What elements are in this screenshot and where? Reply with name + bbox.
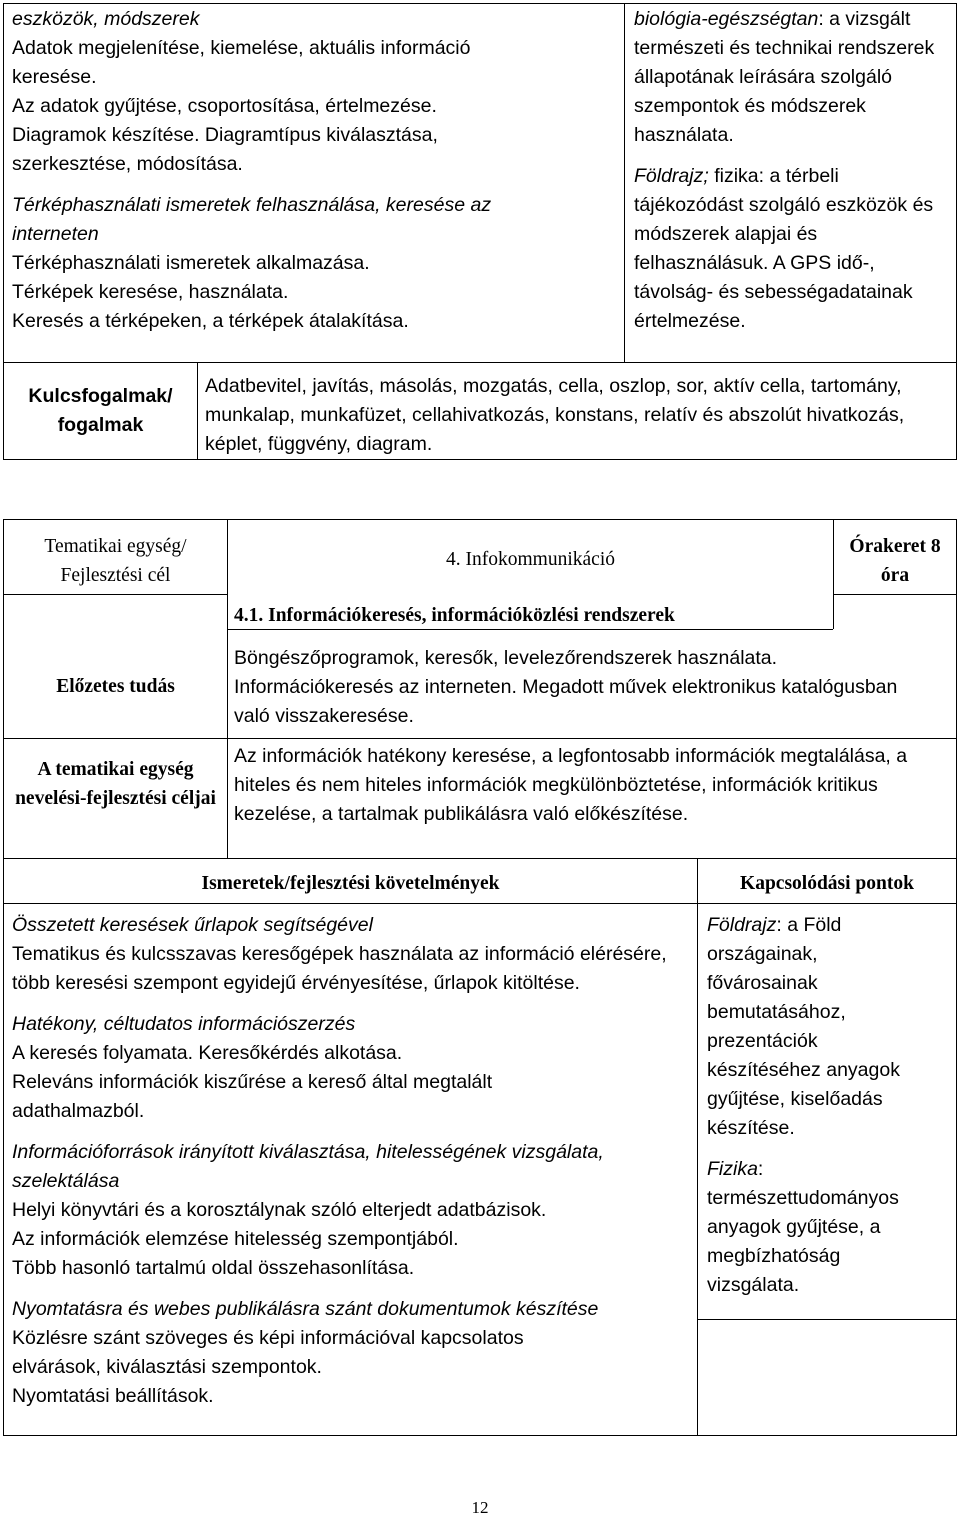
- table-1-border: [3, 3, 956, 4]
- connection-biology: biológia-egészségtan: a vizsgált természeti és technikai rendszerek állapotának leírására szolgáló szempontok és módszerek használata.: [634, 8, 935, 146]
- requirement-line: Nyomtatási beállítások.: [12, 1385, 214, 1407]
- requirement-line: Helyi könyvtári és a korosztálynak szóló elterjedt adatbázisok.: [12, 1199, 547, 1221]
- map-line: Keresés a térképeken, a térképek átalakítása.: [12, 310, 409, 332]
- map-line: Térképhasználati ismeretek alkalmazása.: [12, 252, 370, 274]
- table-2-border: [3, 519, 956, 520]
- table-2-border: [3, 594, 227, 595]
- table-2-border: [833, 594, 956, 595]
- prior-knowledge-text: Böngészőprogramok, keresők, levelezőrendszerek használata. Információkeresés az interneten. Megadott művek elektronikus katalógusban való visszakeresése.: [234, 647, 898, 727]
- table-2-border: [697, 1319, 956, 1320]
- page-number: 12: [471, 1498, 489, 1517]
- requirement-heading: Hatékony, céltudatos információszerzés: [12, 1013, 356, 1035]
- map-line: Térképek keresése, használata.: [12, 281, 289, 303]
- connections-header: Kapcsolódási pontok: [740, 873, 914, 894]
- subject-geography: Földrajz;: [634, 165, 715, 187]
- table-2-border: [3, 1435, 956, 1436]
- requirement-line: Több hasonló tartalmú oldal összehasonlítása.: [12, 1257, 415, 1279]
- connection-physics: Fizika: természettudományos anyagok gyűjtése, a megbízhatóság vizsgálata.: [707, 1158, 899, 1296]
- requirement-line: Tematikus és kulcsszavas keresőgépek használata az információ elérésére, több keresési szempont egyidejű érvényesítése, űrlapok kitöltése.: [12, 943, 667, 994]
- table-2-border: [3, 738, 956, 739]
- goals-text: Az információk hatékony keresése, a legfontosabb információk megtalálása, a hiteles és nem hiteles információk megkülönböztetése, információk kritikus kezelése, a tartalmak publikálásra való előkészítése.: [234, 745, 908, 825]
- table-1-border: [3, 362, 956, 363]
- table-1-border: [3, 459, 956, 460]
- subject-biology: biológia-egészségtan: [634, 8, 819, 30]
- requirements-cell: [12, 911, 692, 1411]
- table-1-border: [197, 362, 198, 460]
- requirement-line: A keresés folyamata. Keresőkérdés alkotása.: [12, 1042, 403, 1064]
- key-concepts-text: Adatbevitel, javítás, másolás, mozgatás, cella, oszlop, sor, aktív cella, tartomány, munkalap, munkafüzet, cellahivatkozás, konstans, relatív és abszolút hivatkozás, képlet, függvény, diagram.: [205, 375, 905, 455]
- tools-line: Az adatok gyűjtése, csoportosítása, értelmezése.: [12, 95, 437, 117]
- tools-line: Adatok megjelenítése, kiemelése, aktuális információ keresése.: [12, 37, 471, 88]
- tools-methods-cell: [12, 5, 620, 336]
- unit-subtitle: 4.1. Információkeresés, információközlési rendszerek: [234, 605, 675, 626]
- unit-title: 4. Infokommunikáció: [446, 549, 615, 570]
- requirement-line: Releváns információk kiszűrése a kereső által megtalált adathalmazból.: [12, 1071, 493, 1122]
- prior-knowledge-label: Előzetes tudás: [56, 676, 175, 697]
- table-2-border: [697, 858, 698, 1436]
- requirement-heading: Információforrások irányított kiválasztása, hitelességének vizsgálata, szelektálása: [12, 1141, 604, 1192]
- tools-heading: eszközök, módszerek: [12, 8, 200, 30]
- map-heading: Térképhasználati ismeretek felhasználása, keresése az interneten: [12, 194, 492, 245]
- table-1-border: [624, 3, 625, 362]
- table-1-border: [956, 3, 957, 460]
- requirement-heading: Összetett keresések űrlapok segítségével: [12, 914, 373, 936]
- requirement-line: Közlésre szánt szöveges és képi információval kapcsolatos elvárások, kiválasztási szempontok.: [12, 1327, 524, 1378]
- table-2-border: [3, 858, 956, 859]
- connection-geography-physics: Földrajz; fizika: a térbeli tájékozódást szolgáló eszközök és módszerek alapjai és felhasználásuk. A GPS idő-, távolság- és sebességadatainak értelmezése.: [634, 165, 934, 332]
- connections-cell-2: [707, 911, 947, 1300]
- unit-label: Tematikai egység/ Fejlesztési cél: [44, 536, 187, 586]
- subject-geography: Földrajz: [707, 914, 777, 936]
- time-budget: Órakeret 8 óra: [849, 536, 941, 586]
- connection-geography: Földrajz: a Föld országainak, fővárosainak bemutatásához, prezentációk készítéséhez anyagok gyűjtése, kiselőadás készítése.: [707, 914, 900, 1139]
- table-2-border: [3, 519, 4, 1436]
- requirement-line: Az információk elemzése hitelesség szempontjából.: [12, 1228, 459, 1250]
- requirement-heading: Nyomtatásra és webes publikálásra szánt dokumentumok készítése: [12, 1298, 599, 1320]
- requirements-header: Ismeretek/fejlesztési követelmények: [201, 873, 500, 894]
- key-concepts-label: Kulcsfogalmak/ fogalmak: [28, 385, 173, 436]
- connections-cell-1: [634, 5, 950, 336]
- table-2-border: [956, 519, 957, 1436]
- tools-line: Diagramok készítése. Diagramtípus kiválasztása, szerkesztése, módosítása.: [12, 124, 438, 175]
- goals-label: A tematikai egység nevelési-fejlesztési céljai: [15, 759, 216, 809]
- subject-physics: Fizika: [707, 1158, 758, 1180]
- table-2-border: [3, 903, 956, 904]
